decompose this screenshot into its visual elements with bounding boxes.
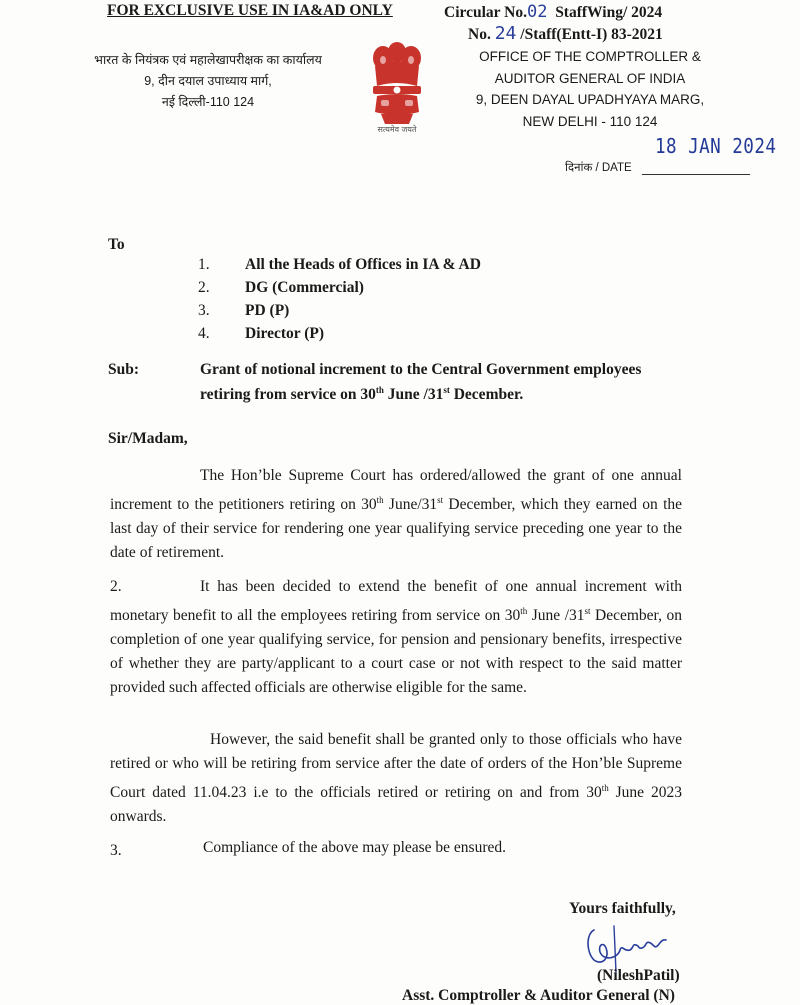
date-label: दिनांक / DATE — [565, 162, 632, 174]
ref-suffix: /Staff(Entt-I) 83-2021 — [520, 26, 663, 43]
hindi-office-line: भारत के नियंत्रक एवं महालेखापरीक्षक का कार्यालय — [94, 53, 322, 67]
addressee-text: PD (P) — [245, 302, 290, 319]
date-stamp: 18 JAN 2024 — [655, 134, 777, 158]
p3-text-a: However, the said benefit shall be granted only to those officials who have retired or who will be retiring from service after the date of orders of the Hon’ble Supreme Court dated 11.04.23 i.e to the officials retired or retiring on and from 30 — [110, 731, 682, 802]
signatory-designation: Asst. Comptroller & Auditor General (N) — [402, 987, 675, 1004]
p2-sup-st: st — [584, 606, 591, 616]
subject-text — [200, 359, 641, 405]
english-office-block — [440, 46, 740, 132]
addressee-num: 2. — [198, 279, 210, 296]
p1-sup-th: th — [376, 495, 384, 505]
p1-text-c: December, which they earned on the last day of their service for rendering one year qualifying service preceding one year to the date of retirement. — [110, 496, 683, 562]
addressee-num: 1. — [198, 256, 210, 273]
addressee-text: Director (P) — [245, 325, 325, 342]
yours-faithfully: Yours faithfully, — [569, 900, 676, 917]
addressee-text: DG (Commercial) — [245, 279, 364, 296]
addressee-list — [198, 253, 481, 345]
subject-line-2-a: retiring from service on 30 — [200, 386, 376, 404]
english-office-line: OFFICE OF THE COMPTROLLER & — [479, 49, 701, 64]
emblem-motto: सत्यमेव जयते — [377, 125, 417, 134]
exclusive-use-label: FOR EXCLUSIVE USE IN IA&AD ONLY — [107, 2, 393, 19]
addressee-num: 3. — [198, 302, 210, 319]
paragraph-4: Compliance of the above may please be ensured. — [203, 839, 506, 856]
subject-line-2-c: December. — [449, 386, 524, 404]
paragraph-1 — [110, 464, 682, 565]
list-item — [198, 322, 481, 345]
signatory-name: (NileshPatil) — [597, 967, 680, 984]
reference-number-line — [468, 23, 663, 44]
ref-prefix: No. — [468, 26, 491, 43]
circular-number-line — [444, 2, 662, 22]
english-office-line: AUDITOR GENERAL OF INDIA — [494, 70, 686, 86]
subject-line-2-b: June /31 — [383, 386, 444, 404]
circular-number-handwritten: 02 — [526, 2, 548, 22]
subject-sup-th: th — [375, 385, 384, 395]
list-item — [198, 253, 481, 276]
addressee-num: 4. — [198, 325, 210, 342]
p2-text-b: June /31 — [527, 607, 585, 625]
p1-sup-st: st — [437, 495, 444, 505]
list-item — [198, 276, 481, 299]
national-emblem — [363, 38, 431, 138]
paragraph-4-number: 3. — [110, 842, 122, 859]
subject-line-1: Grant of notional increment to the Central Government employees — [200, 361, 642, 378]
ashoka-emblem-icon — [363, 38, 431, 126]
subject-sup-st: st — [443, 385, 450, 395]
circular-prefix: Circular No. — [444, 4, 527, 21]
paragraph-2-number: 2. — [110, 578, 122, 595]
english-office-line: NEW DELHI - 110 124 — [522, 113, 658, 129]
p3-text-b: June 2023 onwards. — [110, 784, 682, 826]
subject-label: Sub: — [108, 361, 140, 378]
p1-text-a: The Hon’ble Supreme Court has ordered/allowed the grant of one annual increment to the petitioners retiring on 30 — [110, 467, 682, 514]
to-label: To — [108, 236, 125, 253]
hindi-office-block — [58, 50, 358, 113]
p2-text-a: It has been decided to extend the benefit of one annual increment with monetary benefit to all the employees retiring from service on 30 — [110, 578, 682, 625]
hindi-office-line: नई दिल्ली-110 124 — [161, 95, 255, 109]
english-office-line: 9, DEEN DAYAL UPADHYAYA MARG, — [475, 92, 705, 107]
p1-text-b: June/31 — [383, 496, 438, 514]
salutation: Sir/Madam, — [108, 430, 188, 447]
paragraph-3 — [110, 728, 682, 829]
date-underline — [642, 174, 750, 175]
p2-sup-th: th — [520, 606, 528, 616]
addressee-text: All the Heads of Offices in IA & AD — [245, 256, 481, 273]
paragraph-2 — [110, 575, 682, 700]
ref-number-handwritten: 24 — [494, 23, 517, 44]
hindi-office-line: 9, दीन दयाल उपाध्याय मार्ग, — [144, 74, 272, 88]
list-item — [198, 299, 481, 322]
subject-line-2 — [200, 380, 641, 405]
p3-sup-th: th — [601, 783, 609, 793]
circular-suffix: StaffWing/ 2024 — [555, 4, 663, 21]
p2-text-c: December, on completion of one year qualifying service, for pension and pensionary benefits, irrespective of whether they are party/applicant to a court case or not with respect to the said matter provided such affected officials are otherwise eligible for the same. — [110, 607, 682, 697]
